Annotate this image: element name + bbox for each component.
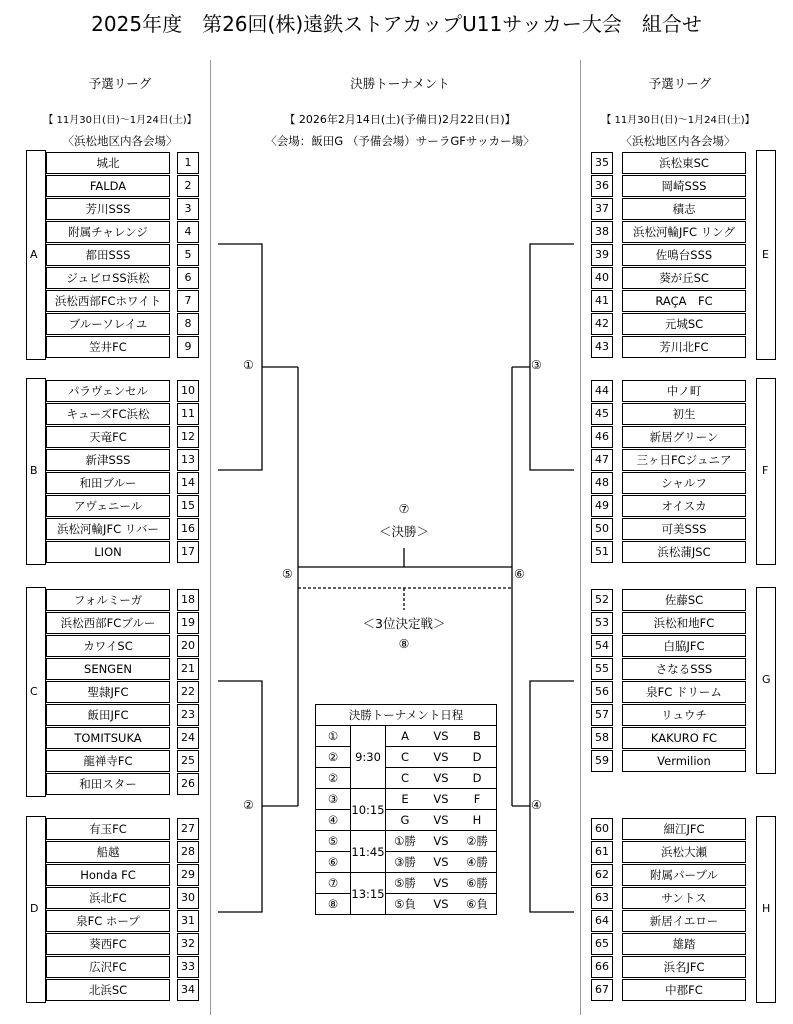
schedule-cell: ⑥勝 xyxy=(458,873,497,894)
team-number: 37 xyxy=(591,198,613,220)
team-number: 39 xyxy=(591,244,613,266)
team-number: 10 xyxy=(177,380,199,402)
team-number: 38 xyxy=(591,221,613,243)
third-place-label: ＜3位決定戦＞ xyxy=(362,616,446,631)
team-name: 和田ブルー xyxy=(46,472,170,494)
team-name: 浜北FC xyxy=(46,887,170,909)
team-number: 17 xyxy=(177,541,199,563)
team-name: 細江JFC xyxy=(622,818,746,840)
team-name: 北浜SC xyxy=(46,979,170,1001)
team-number: 28 xyxy=(177,841,199,863)
team-name: 三ヶ日FCジュニア xyxy=(622,449,746,471)
team-name: 浜松蒲JSC xyxy=(622,541,746,563)
team-number: 23 xyxy=(177,704,199,726)
team-number: 62 xyxy=(591,864,613,886)
schedule-cell: ⑤負 xyxy=(386,894,425,915)
team-number: 63 xyxy=(591,887,613,909)
bracket-line-3 xyxy=(530,244,574,470)
team-number: 14 xyxy=(177,472,199,494)
team-number: 9 xyxy=(177,336,199,358)
team-number: 45 xyxy=(591,403,613,425)
team-number: 57 xyxy=(591,704,613,726)
team-number: 36 xyxy=(591,175,613,197)
team-number: 58 xyxy=(591,727,613,749)
schedule-cell: VS xyxy=(424,768,458,789)
left-venue: 〈浜松地区内各会場〉 xyxy=(62,134,178,148)
group-label: F xyxy=(762,464,769,477)
team-number: 20 xyxy=(177,635,199,657)
schedule-match: ③ xyxy=(316,789,351,810)
team-number: 6 xyxy=(177,267,199,289)
schedule-cell: VS xyxy=(424,726,458,747)
match-3-label: ③ xyxy=(531,358,542,372)
schedule-row xyxy=(316,831,497,852)
team-name: TOMITSUKA xyxy=(46,727,170,749)
schedule-row xyxy=(316,894,497,915)
right-dates: 【 11月30日(日)～1月24日(土)】 xyxy=(601,115,755,126)
team-name: 泉FC ドリーム xyxy=(622,681,746,703)
team-number: 60 xyxy=(591,818,613,840)
team-name: 浜松大瀬 xyxy=(622,841,746,863)
team-name: 浜松和地FC xyxy=(622,612,746,634)
team-name: RAÇA FC xyxy=(622,290,746,312)
team-name: LION xyxy=(46,541,170,563)
team-name: 附属パープル xyxy=(622,864,746,886)
team-name: 笠井FC xyxy=(46,336,170,358)
team-name: ジュビロSS浜松 xyxy=(46,267,170,289)
team-name: 聖隷JFC xyxy=(46,681,170,703)
center-dates: 【 2026年2月14日(土)(予備日)2月22日(日)】 xyxy=(284,113,516,126)
team-number: 16 xyxy=(177,518,199,540)
schedule-cell: VS xyxy=(424,894,458,915)
team-number: 67 xyxy=(591,979,613,1001)
team-name: Honda FC xyxy=(46,864,170,886)
schedule-cell: A xyxy=(386,726,425,747)
schedule-row xyxy=(316,873,497,894)
schedule-match: ④ xyxy=(316,810,351,831)
schedule-time: 10:15 xyxy=(351,789,386,831)
match-6-label: ⑥ xyxy=(514,567,525,581)
team-number: 19 xyxy=(177,612,199,634)
team-number: 44 xyxy=(591,380,613,402)
schedule-cell: VS xyxy=(424,789,458,810)
group-label: D xyxy=(30,902,39,915)
schedule-cell: ④勝 xyxy=(458,852,497,873)
team-number: 27 xyxy=(177,818,199,840)
right-heading: 予選リーグ xyxy=(648,76,712,91)
right-venue: 〈浜松地区内各会場〉 xyxy=(620,134,736,148)
team-name: 可美SSS xyxy=(622,518,746,540)
team-name: 佐藤SC xyxy=(622,589,746,611)
team-number: 42 xyxy=(591,313,613,335)
team-number: 2 xyxy=(177,175,199,197)
schedule-cell: ⑤勝 xyxy=(386,873,425,894)
team-number: 18 xyxy=(177,589,199,611)
team-name: 佐鳴台SSS xyxy=(622,244,746,266)
team-number: 34 xyxy=(177,979,199,1001)
team-name: キューズFC浜松 xyxy=(46,403,170,425)
team-name: シャルフ xyxy=(622,472,746,494)
team-number: 8 xyxy=(177,313,199,335)
schedule-cell: VS xyxy=(424,831,458,852)
team-name: 龍禅寺FC xyxy=(46,750,170,772)
schedule-row xyxy=(316,747,497,768)
team-number: 54 xyxy=(591,635,613,657)
schedule-cell: B xyxy=(458,726,497,747)
team-number: 15 xyxy=(177,495,199,517)
team-name: フォルミーガ xyxy=(46,589,170,611)
team-name: 和田スター xyxy=(46,773,170,795)
team-name: 白脇JFC xyxy=(622,635,746,657)
schedule-match: ① xyxy=(316,726,351,747)
schedule-cell: ③勝 xyxy=(386,852,425,873)
team-number: 31 xyxy=(177,910,199,932)
schedule-table xyxy=(315,704,497,915)
schedule-cell: D xyxy=(458,747,497,768)
team-name: カワイSC xyxy=(46,635,170,657)
schedule-cell: D xyxy=(458,768,497,789)
center-heading: 決勝トーナメント xyxy=(350,76,450,91)
team-number: 47 xyxy=(591,449,613,471)
team-name: 新居グリーン xyxy=(622,426,746,448)
team-name: FALDA xyxy=(46,175,170,197)
team-name: 城北 xyxy=(46,152,170,174)
schedule-cell: C xyxy=(386,768,425,789)
schedule-time: 9:30 xyxy=(351,726,386,789)
team-name: 新津SSS xyxy=(46,449,170,471)
team-name: オイスカ xyxy=(622,495,746,517)
team-name: 岡崎SSS xyxy=(622,175,746,197)
team-name: SENGEN xyxy=(46,658,170,680)
team-name: 広沢FC xyxy=(46,956,170,978)
schedule-cell: C xyxy=(386,747,425,768)
team-name: 船越 xyxy=(46,841,170,863)
team-number: 61 xyxy=(591,841,613,863)
schedule-cell: ⑥負 xyxy=(458,894,497,915)
bracket-line-4 xyxy=(530,681,574,912)
team-name: 飯田JFC xyxy=(46,704,170,726)
schedule-match: ⑧ xyxy=(316,894,351,915)
page-title: 2025年度 第26回(株)遠鉄ストアカップU11サッカー大会 組合せ xyxy=(91,12,702,36)
team-number: 32 xyxy=(177,933,199,955)
group-label: G xyxy=(762,673,771,686)
match-2-label: ② xyxy=(243,798,254,812)
team-number: 30 xyxy=(177,887,199,909)
team-name: 有玉FC xyxy=(46,818,170,840)
team-name: 浜松東SC xyxy=(622,152,746,174)
schedule-row xyxy=(316,789,497,810)
team-number: 65 xyxy=(591,933,613,955)
team-number: 48 xyxy=(591,472,613,494)
team-number: 43 xyxy=(591,336,613,358)
team-number: 33 xyxy=(177,956,199,978)
team-number: 22 xyxy=(177,681,199,703)
team-name: 芳川北FC xyxy=(622,336,746,358)
team-name: 葵が丘SC xyxy=(622,267,746,289)
team-number: 52 xyxy=(591,589,613,611)
schedule-cell: E xyxy=(386,789,425,810)
schedule-row xyxy=(316,768,497,789)
schedule-row xyxy=(316,810,497,831)
center-venue: 〈会場：飯田G （予備会場）サーラGFサッカー場〉 xyxy=(265,134,535,148)
team-number: 4 xyxy=(177,221,199,243)
team-number: 51 xyxy=(591,541,613,563)
team-name: 新居イエロー xyxy=(622,910,746,932)
team-name: 浜松河輪JFC リング xyxy=(622,221,746,243)
team-number: 29 xyxy=(177,864,199,886)
team-name: 初生 xyxy=(622,403,746,425)
team-name: 中郡FC xyxy=(622,979,746,1001)
group-label: H xyxy=(762,902,771,915)
team-number: 24 xyxy=(177,727,199,749)
team-name: ブルーソレイユ xyxy=(46,313,170,335)
team-name: 雄踏 xyxy=(622,933,746,955)
team-name: 元城SC xyxy=(622,313,746,335)
bracket-line-1 xyxy=(218,244,262,470)
team-number: 55 xyxy=(591,658,613,680)
group-label: A xyxy=(30,247,38,261)
group-label: B xyxy=(30,464,38,477)
team-name: さなるSSS xyxy=(622,658,746,680)
schedule-cell: ②勝 xyxy=(458,831,497,852)
team-number: 11 xyxy=(177,403,199,425)
match-5-label: ⑤ xyxy=(282,567,293,581)
schedule-row xyxy=(316,726,497,747)
schedule-match: ② xyxy=(316,747,351,768)
schedule-cell: VS xyxy=(424,852,458,873)
team-name: 中ノ町 xyxy=(622,380,746,402)
final-label: ＜決勝＞ xyxy=(378,524,429,539)
team-name: パラヴェンセル xyxy=(46,380,170,402)
team-number: 7 xyxy=(177,290,199,312)
team-number: 40 xyxy=(591,267,613,289)
team-number: 46 xyxy=(591,426,613,448)
team-name: リュウチ xyxy=(622,704,746,726)
team-name: 芳川SSS xyxy=(46,198,170,220)
schedule-row xyxy=(316,852,497,873)
team-name: Vermilion xyxy=(622,750,746,772)
team-number: 50 xyxy=(591,518,613,540)
team-name: アヴェニール xyxy=(46,495,170,517)
team-number: 13 xyxy=(177,449,199,471)
team-name: サントス xyxy=(622,887,746,909)
team-number: 1 xyxy=(177,152,199,174)
group-label: C xyxy=(30,684,38,698)
team-name: 浜松西部FCブルー xyxy=(46,612,170,634)
team-name: 浜松河輪JFC リバー xyxy=(46,518,170,540)
team-number: 53 xyxy=(591,612,613,634)
team-number: 41 xyxy=(591,290,613,312)
match-8-label: ⑧ xyxy=(398,637,410,651)
team-name: 葵西FC xyxy=(46,933,170,955)
team-number: 64 xyxy=(591,910,613,932)
team-name: 浜松西部FCホワイト xyxy=(46,290,170,312)
team-number: 21 xyxy=(177,658,199,680)
team-number: 26 xyxy=(177,773,199,795)
left-dates: 【 11月30日(日)～1月24日(土)】 xyxy=(43,115,197,126)
match-1-label: ① xyxy=(243,358,254,372)
schedule-time: 13:15 xyxy=(351,873,386,915)
team-number: 5 xyxy=(177,244,199,266)
team-name: KAKURO FC xyxy=(622,727,746,749)
schedule-cell: VS xyxy=(424,810,458,831)
schedule-cell: F xyxy=(458,789,497,810)
team-number: 3 xyxy=(177,198,199,220)
schedule-cell: VS xyxy=(424,747,458,768)
schedule-cell: G xyxy=(386,810,425,831)
team-name: 積志 xyxy=(622,198,746,220)
schedule-cell: ①勝 xyxy=(386,831,425,852)
group-label: E xyxy=(762,247,769,261)
schedule-match: ⑦ xyxy=(316,873,351,894)
team-number: 49 xyxy=(591,495,613,517)
schedule-cell: VS xyxy=(424,873,458,894)
match-7-label: ⑦ xyxy=(398,502,410,516)
match-4-label: ④ xyxy=(531,798,542,812)
schedule-time: 11:45 xyxy=(351,831,386,873)
team-name: 天竜FC xyxy=(46,426,170,448)
team-name: 浜名JFC xyxy=(622,956,746,978)
schedule-match: ⑤ xyxy=(316,831,351,852)
schedule-title: 決勝トーナメント日程 xyxy=(316,705,497,726)
team-name: 泉FC ホープ xyxy=(46,910,170,932)
team-number: 35 xyxy=(591,152,613,174)
team-name: 附属チャレンジ xyxy=(46,221,170,243)
schedule-cell: H xyxy=(458,810,497,831)
bracket-line-2 xyxy=(218,681,262,912)
team-number: 66 xyxy=(591,956,613,978)
schedule-match: ⑥ xyxy=(316,852,351,873)
team-number: 12 xyxy=(177,426,199,448)
schedule-match: ② xyxy=(316,768,351,789)
left-heading: 予選リーグ xyxy=(88,76,152,91)
team-number: 56 xyxy=(591,681,613,703)
team-name: 都田SSS xyxy=(46,244,170,266)
team-number: 25 xyxy=(177,750,199,772)
team-number: 59 xyxy=(591,750,613,772)
